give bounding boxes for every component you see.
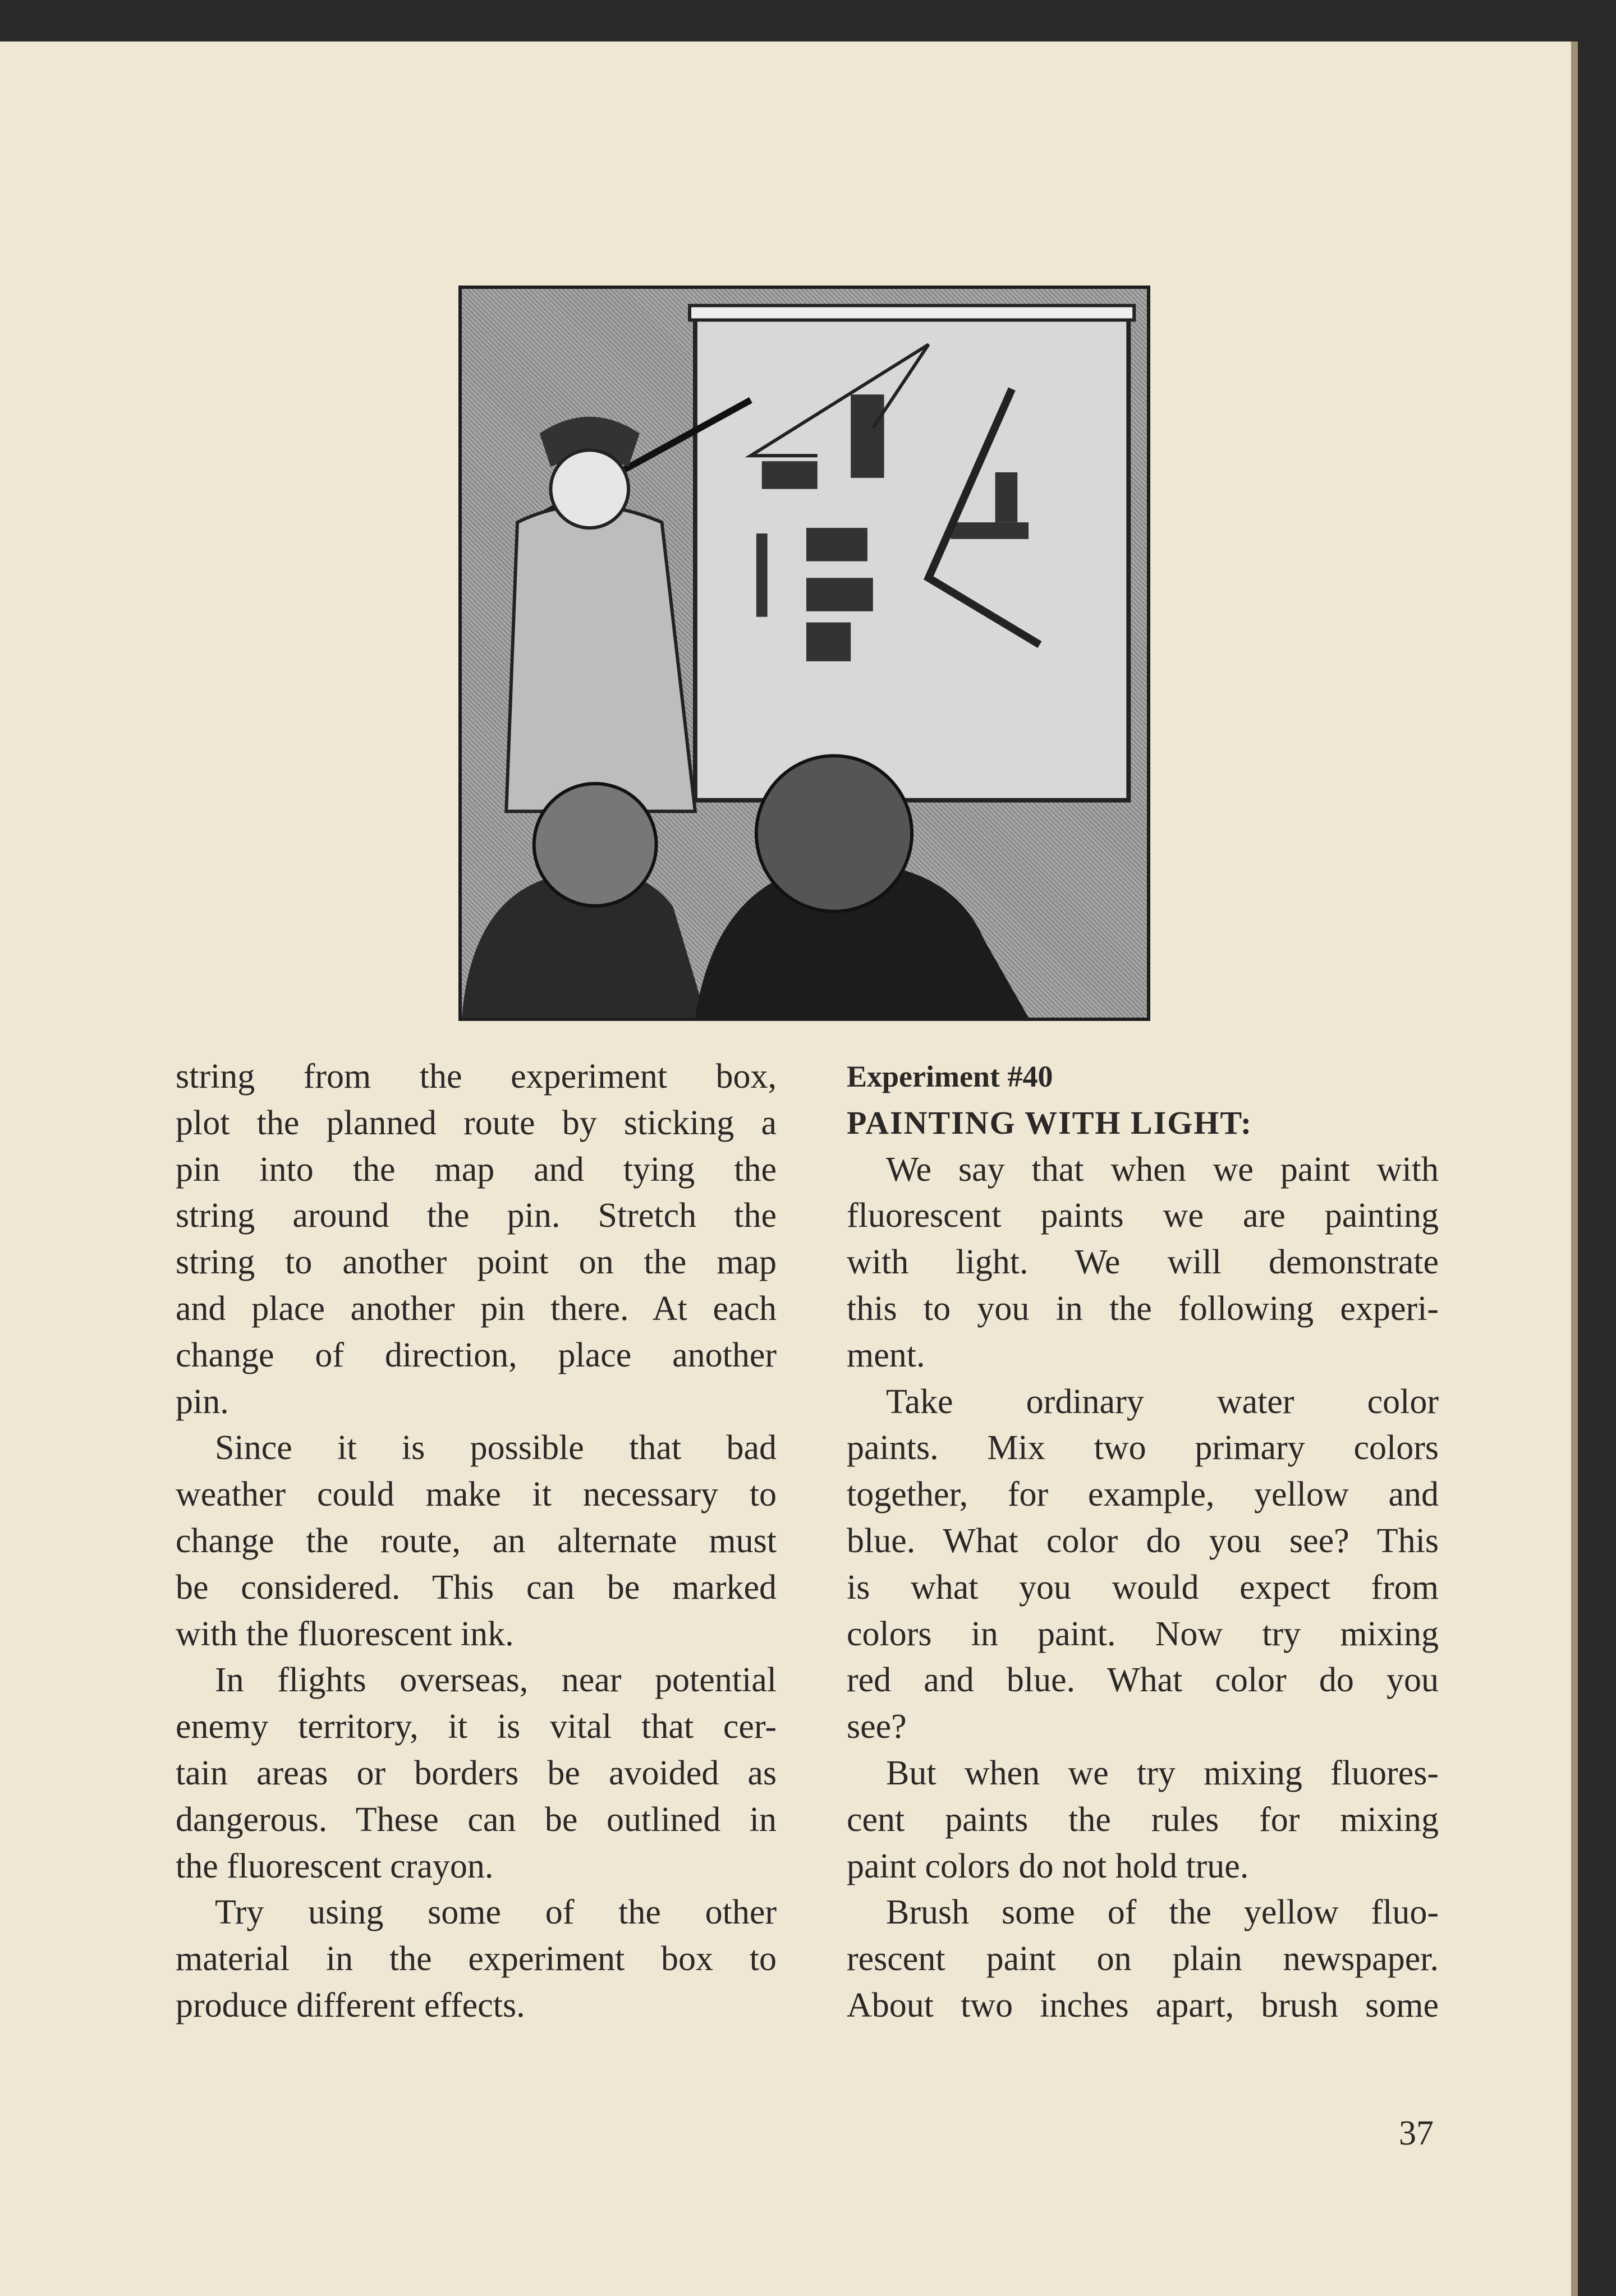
page-edge	[1571, 42, 1578, 2296]
text-line: tain areas or borders be avoided as	[176, 1754, 777, 1792]
text-line: ment.	[847, 1336, 925, 1374]
text-line: About two inches apart, brush some	[847, 1986, 1439, 2024]
text-line: fluorescent paints we are painting	[847, 1197, 1439, 1235]
text-line: paint colors do not hold true.	[847, 1847, 1249, 1885]
text-line: string around the pin. Stretch the	[176, 1197, 777, 1235]
text-line: produce different effects.	[176, 1986, 525, 2024]
text-line: this to you in the following experi-	[847, 1289, 1439, 1328]
text-line: material in the experiment box to	[176, 1940, 777, 1978]
text-line: dangerous. These can be outlined in	[176, 1800, 777, 1839]
text-line: string to another point on the map	[176, 1243, 777, 1282]
left-text-column	[176, 1053, 777, 2029]
text-line: rescent paint on plain newspaper.	[847, 1940, 1439, 1978]
text-line: with light. We will demonstrate	[847, 1243, 1439, 1282]
text-line: weather could make it necessary to	[176, 1475, 777, 1514]
text-line: see?	[847, 1708, 907, 1746]
text-line: the fluorescent crayon.	[176, 1847, 494, 1885]
page-number: 37	[1399, 2114, 1434, 2152]
text-line: But when we try mixing fluores-	[886, 1754, 1439, 1792]
section-title: PAINTING WITH LIGHT:	[847, 1104, 1253, 1141]
right-text-column	[847, 1053, 1439, 2029]
text-line: Try using some of the other	[215, 1893, 777, 1932]
text-line: red and blue. What color do you	[847, 1661, 1439, 1700]
text-line: In flights overseas, near potential	[215, 1661, 777, 1700]
text-line: Take ordinary water color	[886, 1382, 1439, 1421]
experiment-label: Experiment #40	[847, 1060, 1053, 1093]
text-line: paints. Mix two primary colors	[847, 1429, 1439, 1467]
text-line: and place another pin there. At each	[176, 1289, 777, 1328]
text-line: colors in paint. Now try mixing	[847, 1614, 1439, 1653]
text-line: We say that when we paint with	[886, 1150, 1439, 1189]
text-line: with the fluorescent ink.	[176, 1614, 514, 1653]
text-line: change the route, an alternate must	[176, 1521, 777, 1560]
text-line: be considered. This can be marked	[176, 1568, 777, 1607]
text-line: blue. What color do you see? This	[847, 1521, 1439, 1560]
text-line: pin into the map and tying the	[176, 1150, 777, 1189]
text-line: together, for example, yellow and	[847, 1475, 1439, 1514]
text-line: pin.	[176, 1382, 229, 1421]
text-line: is what you would expect from	[847, 1568, 1439, 1607]
text-line: enemy territory, it is vital that cer-	[176, 1708, 777, 1746]
illustration-officer-briefing-map	[458, 286, 1150, 1021]
text-line: Since it is possible that bad	[215, 1429, 777, 1467]
text-line: Brush some of the yellow fluo-	[886, 1893, 1439, 1932]
text-line: plot the planned route by sticking a	[176, 1103, 777, 1142]
text-line: cent paints the rules for mixing	[847, 1800, 1439, 1839]
text-line: string from the experiment box,	[176, 1057, 777, 1096]
text-line: change of direction, place another	[176, 1336, 777, 1374]
